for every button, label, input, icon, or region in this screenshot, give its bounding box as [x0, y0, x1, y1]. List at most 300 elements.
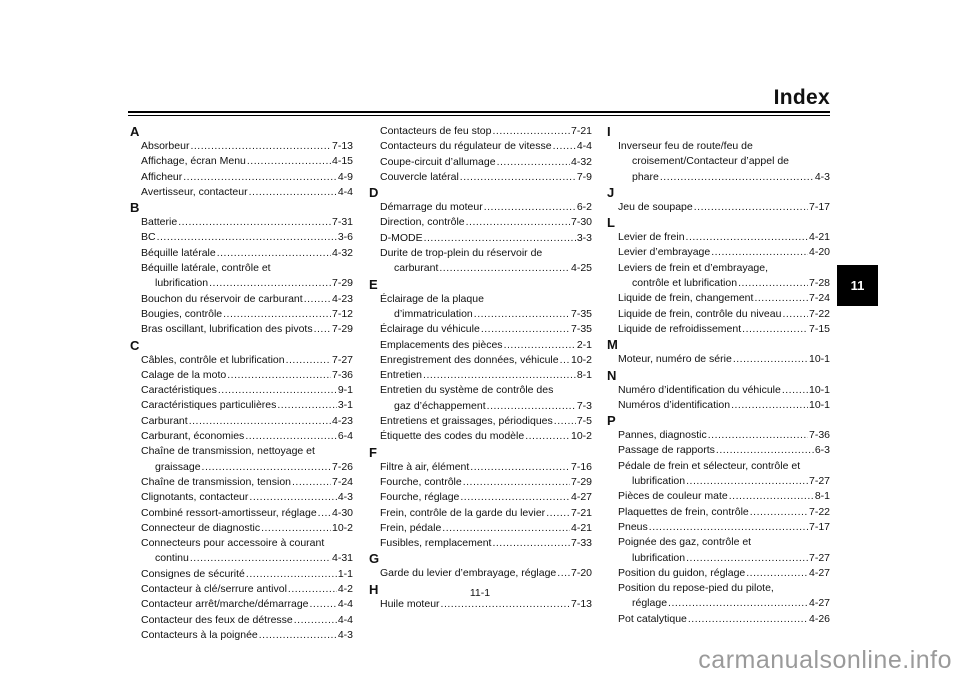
index-entry-label: Pneus: [618, 520, 648, 533]
index-entry-label: Câbles, contrôle et lubrification: [141, 353, 285, 366]
dot-leader: [183, 170, 337, 185]
index-column-3: [608, 124, 830, 627]
index-entry-line: Durite de trop-plein du réservoir de: [380, 247, 543, 260]
index-entry-page: 4-23: [331, 292, 353, 305]
index-entry: [608, 489, 830, 504]
index-letter-heading: G: [369, 551, 380, 567]
index-entry: [131, 597, 353, 612]
dot-leader: [246, 567, 337, 582]
index-letter-heading: C: [130, 337, 140, 353]
dot-leader: [310, 597, 337, 612]
index-entry-label: Garde du levier d’embrayage, réglage: [380, 567, 557, 580]
index-entry-label: Connecteur de diagnostic: [141, 521, 261, 534]
index-entry-label: Position du guidon, réglage: [618, 566, 746, 579]
index-entry-label: Entretien: [380, 369, 423, 382]
index-entry-page: 7-33: [570, 537, 592, 550]
dot-leader: [286, 353, 331, 368]
index-entry: [370, 429, 592, 444]
index-entry: [131, 353, 353, 368]
index-entry: [608, 428, 830, 443]
dot-leader: [504, 338, 576, 353]
index-entry-page: 7-35: [570, 323, 592, 336]
index-entry-page: 7-30: [570, 216, 592, 229]
index-entry-label: Carburant: [141, 414, 188, 427]
index-entry-page: 10-1: [808, 383, 830, 396]
index-entry-page: 7-3: [576, 399, 592, 412]
index-entry-page: 7-24: [331, 475, 353, 488]
dot-leader: [754, 291, 808, 306]
dot-leader: [318, 506, 331, 521]
index-entry-label: Fourche, réglage: [380, 491, 460, 504]
index-entry: [370, 475, 592, 490]
dot-leader: [481, 322, 570, 337]
index-entry-page: 4-9: [337, 170, 353, 183]
index-entry-page: 4-32: [331, 246, 353, 259]
index-entry-label: graissage: [155, 460, 201, 473]
index-entry-label: Éclairage du véhicule: [380, 323, 480, 336]
index-entry: [608, 352, 830, 367]
index-entry-label: Étiquette des codes du modèle: [380, 430, 525, 443]
index-entry-page: 7-21: [570, 125, 592, 137]
index-entry: [131, 475, 353, 490]
index-entry-page: 7-27: [808, 475, 830, 488]
index-entry-page: 4-21: [570, 521, 592, 534]
index-entry-label: Moteur, numéro de série: [618, 353, 732, 366]
index-entry-line: Connecteurs pour accessoire à courant: [141, 537, 325, 550]
index-entry-page: 4-2: [337, 583, 353, 596]
index-entry-line: croisement/Contacteur d’appel de: [632, 155, 790, 168]
dot-leader: [716, 443, 814, 458]
index-entry: [131, 551, 353, 566]
index-letter-heading: F: [369, 444, 377, 460]
index-entry-page: 4-3: [814, 170, 830, 183]
index-entry: [608, 291, 830, 306]
index-entry: [131, 170, 353, 185]
index-entry-label: Contacteur des feux de détresse: [141, 613, 293, 626]
index-entry-label: réglage: [632, 597, 668, 610]
index-entry-label: lubrification: [155, 277, 209, 290]
index-entry-label: Clignotants, contacteur: [141, 491, 249, 504]
index-entry-page: 10-1: [808, 353, 830, 366]
index-entry: [370, 200, 592, 215]
index-entry-label: Consignes de sécurité: [141, 567, 245, 580]
index-entry-page: 7-26: [331, 460, 353, 473]
dot-leader: [277, 398, 336, 413]
index-entry-label: Béquille latérale: [141, 246, 216, 259]
index-entry: [370, 368, 592, 383]
dot-leader: [694, 200, 808, 215]
index-entry: [370, 521, 592, 536]
dot-leader: [750, 505, 808, 520]
dot-leader: [688, 612, 808, 627]
dot-leader: [738, 276, 808, 291]
dot-leader: [782, 383, 808, 398]
index-entry-label: Emplacements des pièces: [380, 338, 503, 351]
index-letter-heading: J: [607, 184, 615, 200]
index-entry-page: 7-36: [331, 368, 353, 381]
index-entry-line: Poignée des gaz, contrôle et: [618, 536, 752, 549]
index-entry: [370, 170, 592, 185]
index-entry: [608, 383, 830, 398]
index-letter-heading: N: [607, 367, 617, 383]
index-entry-label: phare: [632, 170, 659, 183]
index-entry-label: Pannes, diagnostic: [618, 429, 707, 442]
index-entry-line: Éclairage de la plaque: [380, 292, 484, 305]
index-entry: [608, 566, 830, 581]
index-entry: [131, 276, 353, 291]
index-entry-label: Contacteurs à la poignée: [141, 628, 258, 641]
index-entry-label: Chaîne de transmission, tension: [141, 475, 291, 488]
index-entry: [370, 353, 592, 368]
index-entry-page: 4-15: [331, 155, 353, 168]
dot-leader: [202, 460, 331, 475]
index-entry: [370, 261, 592, 276]
dot-leader: [470, 460, 570, 475]
index-entry: [131, 215, 353, 230]
index-entry-label: Liquide de frein, changement: [618, 292, 754, 305]
index-entry-page: 4-32: [570, 155, 592, 168]
index-entry-label: Fourche, contrôle: [380, 475, 462, 488]
dot-leader: [247, 154, 331, 169]
dot-leader: [466, 215, 570, 230]
dot-leader: [497, 155, 570, 170]
index-entry-label: Direction, contrôle: [380, 216, 465, 229]
index-entry: [131, 139, 353, 154]
index-entry: [131, 460, 353, 475]
dot-leader: [649, 520, 808, 535]
index-entry-label: Afficheur: [141, 170, 183, 183]
index-entry-line: Entretien du système de contrôle des: [380, 384, 554, 397]
index-entry: [370, 124, 592, 139]
dot-leader: [190, 551, 331, 566]
index-column-1: [131, 124, 353, 643]
index-entry: [608, 474, 830, 489]
dot-leader: [442, 521, 570, 536]
index-letter-heading: L: [607, 215, 615, 231]
index-entry: [370, 338, 592, 353]
dot-leader: [708, 428, 808, 443]
index-entry-page: 4-3: [337, 491, 353, 504]
index-entry-label: contrôle et lubrification: [632, 277, 738, 290]
dot-leader: [782, 307, 808, 322]
index-entry: [370, 460, 592, 475]
dot-leader: [460, 170, 576, 185]
index-entry-page: 7-27: [808, 551, 830, 564]
index-entry-page: 10-1: [808, 398, 830, 411]
index-entry-label: lubrification: [632, 475, 686, 488]
index-entry-page: 6-2: [576, 201, 592, 214]
index-column-2: [370, 124, 592, 612]
index-entry-page: 3-1: [337, 399, 353, 412]
index-entry-label: Numéros d’identification: [618, 398, 731, 411]
index-entry-label: Entretiens et graissages, périodiques: [380, 415, 553, 428]
index-entry-label: Calage de la moto: [141, 368, 227, 381]
index-entry-label: Liquide de frein, contrôle du niveau: [618, 307, 782, 320]
index-entry: [131, 490, 353, 505]
dot-leader: [249, 185, 337, 200]
dot-leader: [292, 475, 331, 490]
dot-leader: [487, 399, 576, 414]
dot-leader: [742, 322, 808, 337]
index-entry-page: 4-26: [808, 612, 830, 625]
dot-leader: [423, 368, 576, 383]
page-number: 11-1: [469, 587, 491, 599]
index-entry-label: Avertisseur, contacteur: [141, 185, 248, 198]
dot-leader: [314, 322, 331, 337]
index-entry-page: 4-31: [331, 552, 353, 565]
index-entry: [370, 231, 592, 246]
index-entry-page: 4-27: [808, 566, 830, 579]
dot-leader: [190, 139, 331, 154]
dot-leader: [686, 230, 808, 245]
dot-leader: [553, 139, 576, 154]
dot-leader: [178, 215, 331, 230]
index-entry-page: 7-28: [808, 277, 830, 290]
index-entry: [608, 200, 830, 215]
dot-leader: [474, 307, 570, 322]
dot-leader: [746, 566, 808, 581]
index-entry-page: 7-24: [808, 292, 830, 305]
index-entry-page: 4-21: [808, 231, 830, 244]
index-entry: [608, 520, 830, 535]
index-entry-page: 7-20: [570, 567, 592, 580]
dot-leader: [660, 170, 814, 185]
index-entry-page: 7-9: [576, 170, 592, 183]
index-entry-label: gaz d’échappement: [394, 399, 486, 412]
index-entry-label: Levier d’embrayage: [618, 246, 711, 259]
index-entry-label: Contacteur arrêt/marche/démarrage: [141, 598, 309, 611]
index-entry-page: 7-22: [808, 505, 830, 518]
index-entry-page: 4-3: [337, 628, 353, 641]
index-entry-page: 7-17: [808, 520, 830, 533]
dot-leader: [733, 352, 808, 367]
index-entry: [608, 443, 830, 458]
index-entry: [608, 505, 830, 520]
index-entry-page: 4-25: [570, 262, 592, 275]
index-entry: [131, 398, 353, 413]
watermark: carmanualsonline.info: [698, 646, 952, 674]
index-entry: [370, 307, 592, 322]
index-entry-label: Absorbeur: [141, 140, 190, 152]
index-entry-label: Coupe-circuit d’allumage: [380, 155, 496, 168]
index-entry-page: 7-17: [808, 200, 830, 213]
dot-leader: [217, 246, 331, 261]
index-entry-page: 4-4: [576, 140, 592, 153]
index-entry-label: Caractéristiques particulières: [141, 399, 277, 412]
header-rule-thin: [128, 115, 830, 116]
index-entry-label: Couvercle latéral: [380, 170, 459, 183]
index-entry-label: Enregistrement des données, véhicule: [380, 353, 559, 366]
header-rule: [128, 111, 830, 113]
index-letter-heading: D: [369, 185, 379, 201]
dot-leader: [439, 261, 570, 276]
page-title: Index: [773, 86, 830, 109]
index-entry: [370, 490, 592, 505]
dot-leader: [157, 230, 337, 245]
index-entry-page: 7-22: [808, 307, 830, 320]
dot-leader: [731, 398, 808, 413]
index-entry: [131, 368, 353, 383]
index-entry-page: 2-1: [576, 338, 592, 351]
index-entry: [370, 597, 592, 612]
index-entry: [131, 154, 353, 169]
index-entry-page: 10-2: [570, 430, 592, 443]
index-entry-page: 4-27: [808, 597, 830, 610]
dot-leader: [259, 628, 337, 643]
index-entry: [370, 155, 592, 170]
index-entry-label: BC: [141, 231, 156, 244]
index-entry-page: 6-4: [337, 430, 353, 443]
index-entry: [131, 246, 353, 261]
index-entry-page: 4-4: [337, 598, 353, 611]
index-entry: [131, 322, 353, 337]
index-entry-line: Inverseur feu de route/feu de: [618, 140, 753, 152]
index-entry-line: Position du repose-pied du pilote,: [618, 582, 774, 595]
index-entry: [131, 383, 353, 398]
index-entry-label: D-MODE: [380, 231, 423, 244]
index-entry-page: 7-35: [570, 307, 592, 320]
index-entry-label: Pot catalytique: [618, 612, 687, 625]
index-entry-page: 8-1: [576, 369, 592, 382]
index-entry-page: 4-20: [808, 246, 830, 259]
dot-leader: [245, 429, 337, 444]
index-entry: [131, 613, 353, 628]
index-entry-page: 7-13: [331, 140, 353, 152]
index-entry-label: Levier de frein: [618, 231, 685, 244]
dot-leader: [249, 490, 336, 505]
index-entry-label: Frein, pédale: [380, 521, 442, 534]
index-letter-heading: P: [607, 413, 616, 429]
index-letter-heading: B: [130, 200, 140, 216]
index-entry-label: lubrification: [632, 551, 686, 564]
index-entry-page: 4-23: [331, 414, 353, 427]
index-entry-page: 4-4: [337, 185, 353, 198]
index-entry-page: 8-1: [814, 490, 830, 503]
index-entry: [131, 185, 353, 200]
index-entry-page: 7-27: [331, 353, 353, 366]
index-entry: [608, 612, 830, 627]
dot-leader: [441, 597, 570, 612]
index-entry: [608, 322, 830, 337]
index-entry-label: Frein, contrôle de la garde du levier: [380, 506, 546, 519]
index-entry-page: 9-1: [337, 384, 353, 397]
index-entry: [370, 215, 592, 230]
dot-leader: [525, 429, 570, 444]
dot-leader: [686, 551, 808, 566]
index-entry-line: Chaîne de transmission, nettoyage et: [141, 445, 315, 458]
index-entry-label: Huile moteur: [380, 597, 440, 610]
dot-leader: [554, 414, 576, 429]
index-entry-label: Fusibles, remplacement: [380, 537, 492, 550]
index-entry-page: 10-2: [331, 521, 353, 534]
dot-leader: [686, 474, 808, 489]
dot-leader: [729, 489, 814, 504]
dot-leader: [560, 353, 570, 368]
index-entry-page: 7-12: [331, 307, 353, 320]
index-entry: [370, 506, 592, 521]
dot-leader: [711, 245, 808, 260]
index-entry: [608, 170, 830, 185]
index-entry-page: 7-5: [576, 415, 592, 428]
index-entry-page: 7-29: [570, 475, 592, 488]
dot-leader: [294, 613, 337, 628]
index-entry: [370, 139, 592, 154]
index-entry-page: 10-2: [570, 353, 592, 366]
index-entry-page: 7-29: [331, 277, 353, 290]
index-letter-heading: E: [369, 276, 378, 292]
index-entry-label: Contacteur à clé/serrure antivol: [141, 583, 287, 596]
index-entry-label: Plaquettes de frein, contrôle: [618, 505, 749, 518]
index-entry-page: 3-6: [337, 231, 353, 244]
index-entry: [131, 429, 353, 444]
index-entry-label: Démarrage du moteur: [380, 201, 483, 214]
index-entry-label: Caractéristiques: [141, 384, 217, 397]
index-entry-label: Bouchon du réservoir de carburant: [141, 292, 303, 305]
dot-leader: [484, 200, 576, 215]
index-entry-page: 4-4: [337, 613, 353, 626]
index-entry-label: continu: [155, 552, 189, 565]
index-entry: [370, 414, 592, 429]
index-letter-heading: H: [369, 581, 379, 597]
dot-leader: [304, 292, 331, 307]
index-entry-label: Contacteurs de feu stop: [380, 125, 492, 137]
index-letter-heading: I: [607, 124, 611, 139]
chapter-tab: 11: [837, 265, 878, 306]
dot-leader: [492, 536, 570, 551]
dot-leader: [493, 124, 570, 139]
index-entry-label: Pièces de couleur mate: [618, 490, 728, 503]
index-letter-heading: A: [130, 124, 140, 139]
index-entry: [131, 307, 353, 322]
index-entry-page: 7-36: [808, 429, 830, 442]
dot-leader: [218, 383, 337, 398]
index-entry-line: Pédale de frein et sélecteur, contrôle et: [618, 459, 801, 472]
index-entry-label: Contacteurs du régulateur de vitesse: [380, 140, 552, 153]
index-entry: [370, 536, 592, 551]
index-entry-page: 4-27: [570, 491, 592, 504]
index-entry: [370, 566, 592, 581]
dot-leader: [209, 276, 331, 291]
dot-leader: [227, 368, 331, 383]
index-entry-page: 7-13: [570, 597, 592, 610]
index-entry: [131, 292, 353, 307]
index-entry-page: 4-30: [331, 506, 353, 519]
index-entry-page: 1-1: [337, 567, 353, 580]
index-entry-page: 6-3: [814, 444, 830, 457]
index-entry: [131, 414, 353, 429]
index-entry-label: Combiné ressort-amortisseur, réglage: [141, 506, 317, 519]
index-entry-label: Jeu de soupape: [618, 200, 693, 213]
index-entry: [131, 506, 353, 521]
index-entry-page: 7-15: [808, 322, 830, 335]
index-entry-label: Passage de rapports: [618, 444, 715, 457]
index-entry: [370, 399, 592, 414]
index-entry-label: Liquide de refroidissement: [618, 322, 742, 335]
index-entry-label: Carburant, économies: [141, 430, 245, 443]
dot-leader: [463, 475, 570, 490]
index-entry: [608, 276, 830, 291]
index-entry-page: 7-31: [331, 216, 353, 229]
index-entry-label: carburant: [394, 262, 439, 275]
index-entry-label: Affichage, écran Menu: [141, 155, 246, 168]
index-letter-heading: M: [607, 337, 618, 353]
index-entry-line: Béquille latérale, contrôle et: [141, 262, 271, 275]
dot-leader: [223, 307, 331, 322]
index-entry-line: Leviers de frein et d’embrayage,: [618, 261, 768, 274]
dot-leader: [460, 490, 570, 505]
dot-leader: [189, 414, 331, 429]
index-entry-label: Bras oscillant, lubrification des pivots: [141, 323, 313, 336]
